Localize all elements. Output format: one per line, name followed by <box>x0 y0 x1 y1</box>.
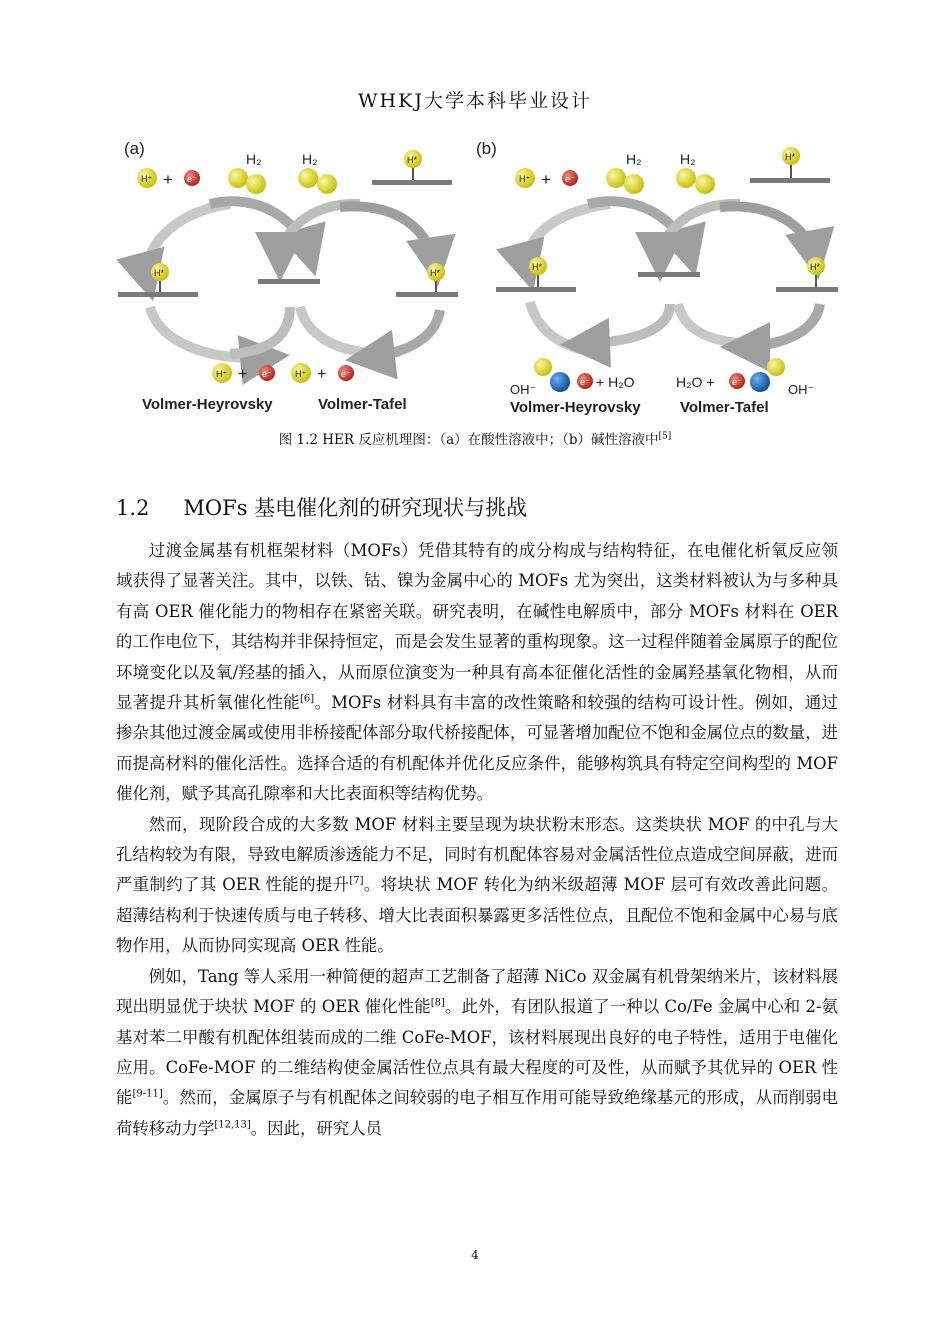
paragraph: 例如，Tang 等人采用一种简便的超声工艺制备了超薄 NiCo 双金属有机骨架纳米片，该材料展现出明显优于块状 MOF 的 OER 催化性能[8]。此外，有团队报道了一种以 Co/Fe 金属中心和 2-氨基对苯二甲酸有机配体组装而成的二维 CoFe-MOF，该材料展现出良好的电子特性，适用于电催化应用。CoFe-MOF 的二维结构使金属活性位点具有最大程度的可及性，从而赋予其优异的 OER 性能[9-11]。然而，金属原子与有机配体之间较弱的电子相互作用可能导致绝缘基元的形成，从而削弱电荷转移动力学[12,13]。因此，研究人员 <box>116 966 839 1138</box>
svg-text:H⁺: H⁺ <box>141 174 153 184</box>
svg-text:H₂: H₂ <box>246 151 262 167</box>
oxygen-atom-icon <box>550 372 570 392</box>
svg-text:OH⁻: OH⁻ <box>510 382 537 397</box>
svg-text:e⁻: e⁻ <box>341 369 351 379</box>
hydrogen-atom-icon <box>534 358 552 376</box>
page-header: WHKJ大学本科毕业设计 <box>358 90 592 112</box>
svg-text:H₂: H₂ <box>626 151 642 167</box>
svg-text:H*: H* <box>532 262 543 272</box>
svg-text:+: + <box>541 170 551 189</box>
svg-text:e⁻: e⁻ <box>732 377 742 387</box>
svg-text:H*: H* <box>407 155 418 165</box>
svg-text:H₂: H₂ <box>680 151 696 167</box>
section-heading <box>116 492 527 522</box>
svg-text:+: + <box>317 366 327 383</box>
svg-text:Volmer-Heyrovsky: Volmer-Heyrovsky <box>142 396 273 413</box>
figure-caption: 图 1.2 HER 反应机理图：（a）在酸性溶液中；（b）碱性溶液中[5] <box>278 431 672 448</box>
oxygen-atom-icon <box>750 372 770 392</box>
body-text <box>116 536 838 1144</box>
hydrogen-atom-icon <box>767 358 785 376</box>
svg-text:e⁻: e⁻ <box>187 174 197 184</box>
svg-text:H⁺: H⁺ <box>295 369 307 379</box>
svg-text:+: + <box>163 170 173 189</box>
svg-text:H⁺: H⁺ <box>519 174 531 184</box>
section-title: MOFs 基电催化剂的研究现状与挑战 <box>183 496 528 520</box>
svg-text:H₂: H₂ <box>302 151 318 167</box>
svg-text:H*: H* <box>430 268 441 278</box>
h2-molecule-icon <box>228 168 248 188</box>
h2-molecule-icon <box>298 168 318 188</box>
paragraph: 过渡金属基有机框架材料（MOFs）凭借其特有的成分构成与结构特征，在电催化析氧反应领域获得了显著关注。其中，以铁、钴、镍为金属中心的 MOFs 尤为突出，这类材料被认为与多种具有高 OER 催化能力的物相存在紧密关联。研究表明，在碱性电解质中，部分 MOFs 材料在 OER 的工作电位下，其结构并非保持恒定，而是会发生显著的重构现象。这一过程伴随着金属原子的配位环境变化以及氧/羟基的插入，从而原位演变为一种具有高本征催化活性的金属羟基氧化物相，从而显著提升其析氧催化性能[6]。MOFs 材料具有丰富的改性策略和较强的结构可设计性。例如，通过掺杂其他过渡金属或使用非桥接配体部分取代桥接配体，可显著增加配位不饱和金属位点的数量，进而提高材料的催化活性。选择合适的有机配体并优化反应条件，能够构筑具有特定空间构型的 MOF 催化剂，赋予其高孔隙率和大比表面积等结构优势。 <box>116 541 839 804</box>
svg-text:H₂O +: H₂O + <box>676 374 715 390</box>
svg-text:e⁻: e⁻ <box>262 369 272 379</box>
page-number: 4 <box>471 1248 479 1262</box>
svg-text:e⁻: e⁻ <box>580 377 590 387</box>
svg-text:H*: H* <box>810 262 821 272</box>
h2-molecule-icon <box>676 168 696 188</box>
svg-text:+: + <box>238 366 248 383</box>
panel-a-label: (a) <box>124 139 145 158</box>
panel-a <box>118 139 458 413</box>
svg-text:OH⁻: OH⁻ <box>788 382 815 397</box>
panel-b <box>476 139 838 416</box>
svg-text:Volmer-Heyrovsky: Volmer-Heyrovsky <box>510 399 641 416</box>
svg-text:Volmer-Tafel: Volmer-Tafel <box>680 399 769 416</box>
her-mechanism-figure <box>110 132 840 420</box>
paragraph: 然而，现阶段合成的大多数 MOF 材料主要呈现为块状粉末形态。这类块状 MOF 的中孔与大孔结构较为有限，导致电解质渗透能力不足，同时有机配体容易对金属活性位点造成空间屏蔽，进而严重制约了其 OER 性能的提升[7]。将块状 MOF 转化为纳米级超薄 MOF 层可有效改善此问题。超薄结构利于快速传质与电子转移、增大比表面积暴露更多活性位点，且配位不饱和金属中心易与底物作用，从而协同实现高 OER 性能。 <box>116 814 838 956</box>
svg-text:Volmer-Tafel: Volmer-Tafel <box>318 396 407 413</box>
svg-text:H*: H* <box>785 152 796 162</box>
svg-text:H*: H* <box>154 268 165 278</box>
section-number: 1.2 <box>116 496 150 520</box>
svg-text:+ H₂O: + H₂O <box>596 374 635 390</box>
svg-text:e⁻: e⁻ <box>565 174 575 184</box>
panel-b-label: (b) <box>476 139 497 158</box>
svg-text:H⁺: H⁺ <box>216 369 228 379</box>
h2-molecule-icon <box>606 168 626 188</box>
